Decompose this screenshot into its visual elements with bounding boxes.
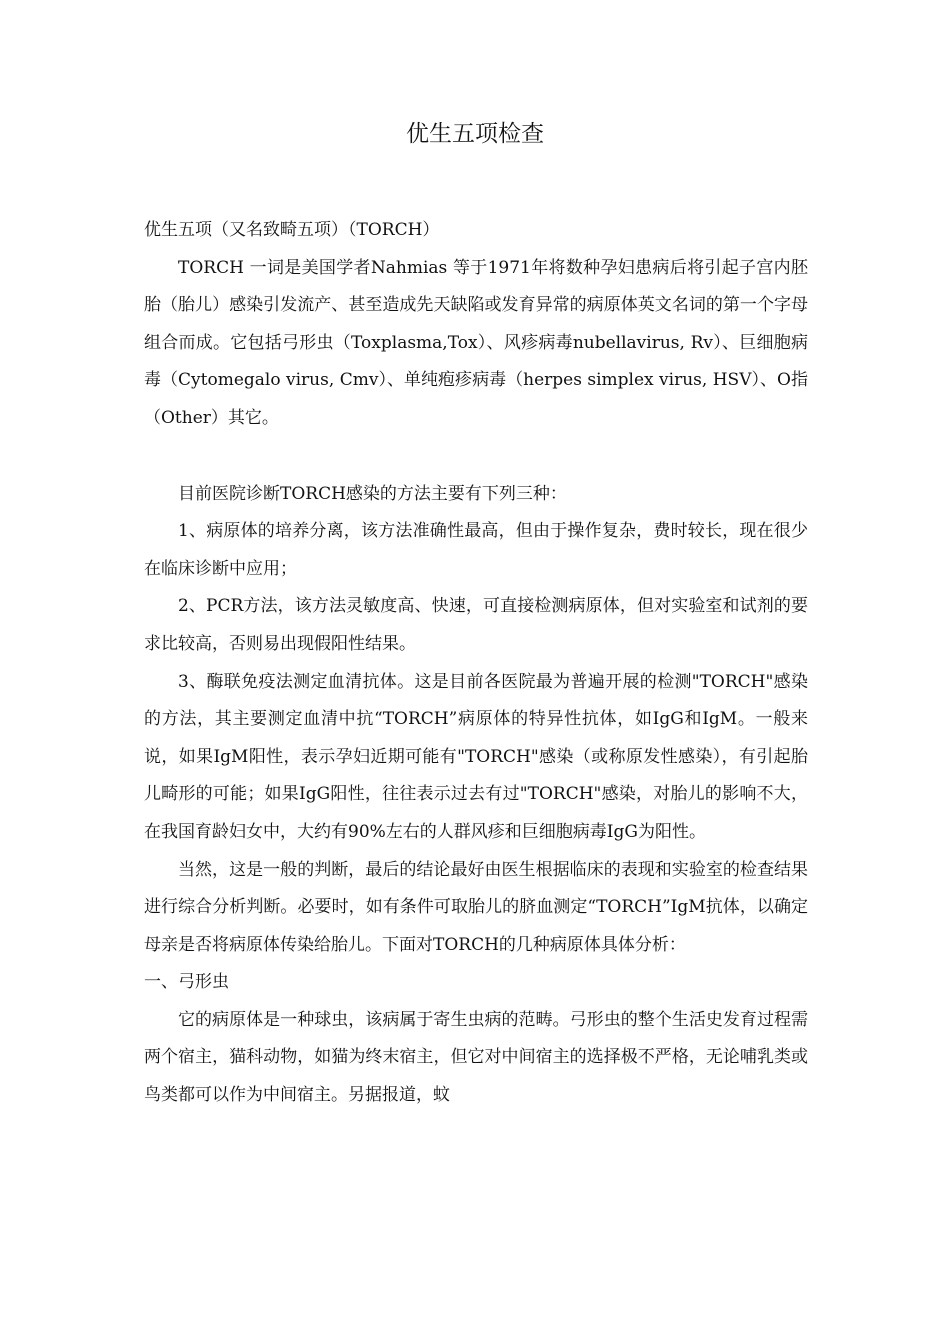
paragraph-intro: TORCH 一词是美国学者Nahmias 等于1971年将数种孕妇患病后将引起子宫内胚胎（胎儿）感染引发流产、甚至造成先天缺陷或发育异常的病原体英文名词的第一个字母组合而成。它包括弓形虫（Toxplasma,Tox）、风疹病毒nubellavirus, Rv）、巨细胞病毒（Cytomegalo virus, Cmv）、单纯疱疹病毒（herpes simplex virus, HSV）、O指（Other）其它。 xyxy=(144,257,808,428)
paragraph-spacer xyxy=(144,438,808,476)
document-title: 优生五项检查 xyxy=(406,121,544,147)
paragraph-toxoplasma: 它的病原体是一种球虫，该病属于寄生虫病的范畴。弓形虫的整个生活史发育过程需两个宿主，猫科动物，如猫为终末宿主，但它对中间宿主的选择极不严格，无论哺乳类或鸟类都可以作为中间宿主。另据报道，蚊 xyxy=(144,1009,808,1106)
paragraph-methods-intro: 目前医院诊断TORCH感染的方法主要有下列三种： xyxy=(178,483,567,504)
document-subtitle: 优生五项（又名致畸五项）（TORCH） xyxy=(144,220,440,240)
paragraph-method-3: 3、酶联免疫法测定血清抗体。这是目前各医院最为普遍开展的检测"TORCH"感染的方法，其主要测定血清中抗“TORCH”病原体的特异性抗体，如IgG和IgM。一般来说，如果IgM阳性，表示孕妇近期可能有"TORCH"感染（或称原发性感染），有引起胎儿畸形的可能；如果IgG阳性，往往表示过去有过"TORCH"感染，对胎儿的影响不大，在我国育龄妇女中，大约有90%左右的人群风疹和巨细胞病毒IgG为阳性。 xyxy=(144,671,808,842)
paragraph-conclusion: 当然，这是一般的判断，最后的结论最好由医生根据临床的表现和实验室的检查结果进行综合分析判断。必要时，如有条件可取胎儿的脐血测定“TORCH”IgM抗体，以确定母亲是否将病原体传染给胎儿。下面对TORCH的几种病原体具体分析： xyxy=(144,859,808,955)
paragraph-method-2: 2、PCR方法，该方法灵敏度高、快速，可直接检测病原体，但对实验室和试剂的要求比较高，否则易出现假阳性结果。 xyxy=(144,596,808,654)
document-body xyxy=(144,212,808,1115)
paragraph-method-1: 1、病原体的培养分离，该方法准确性最高，但由于操作复杂，费时较长，现在很少在临床诊断中应用； xyxy=(144,521,808,579)
section-heading-toxoplasma: 一、弓形虫 xyxy=(144,972,229,993)
